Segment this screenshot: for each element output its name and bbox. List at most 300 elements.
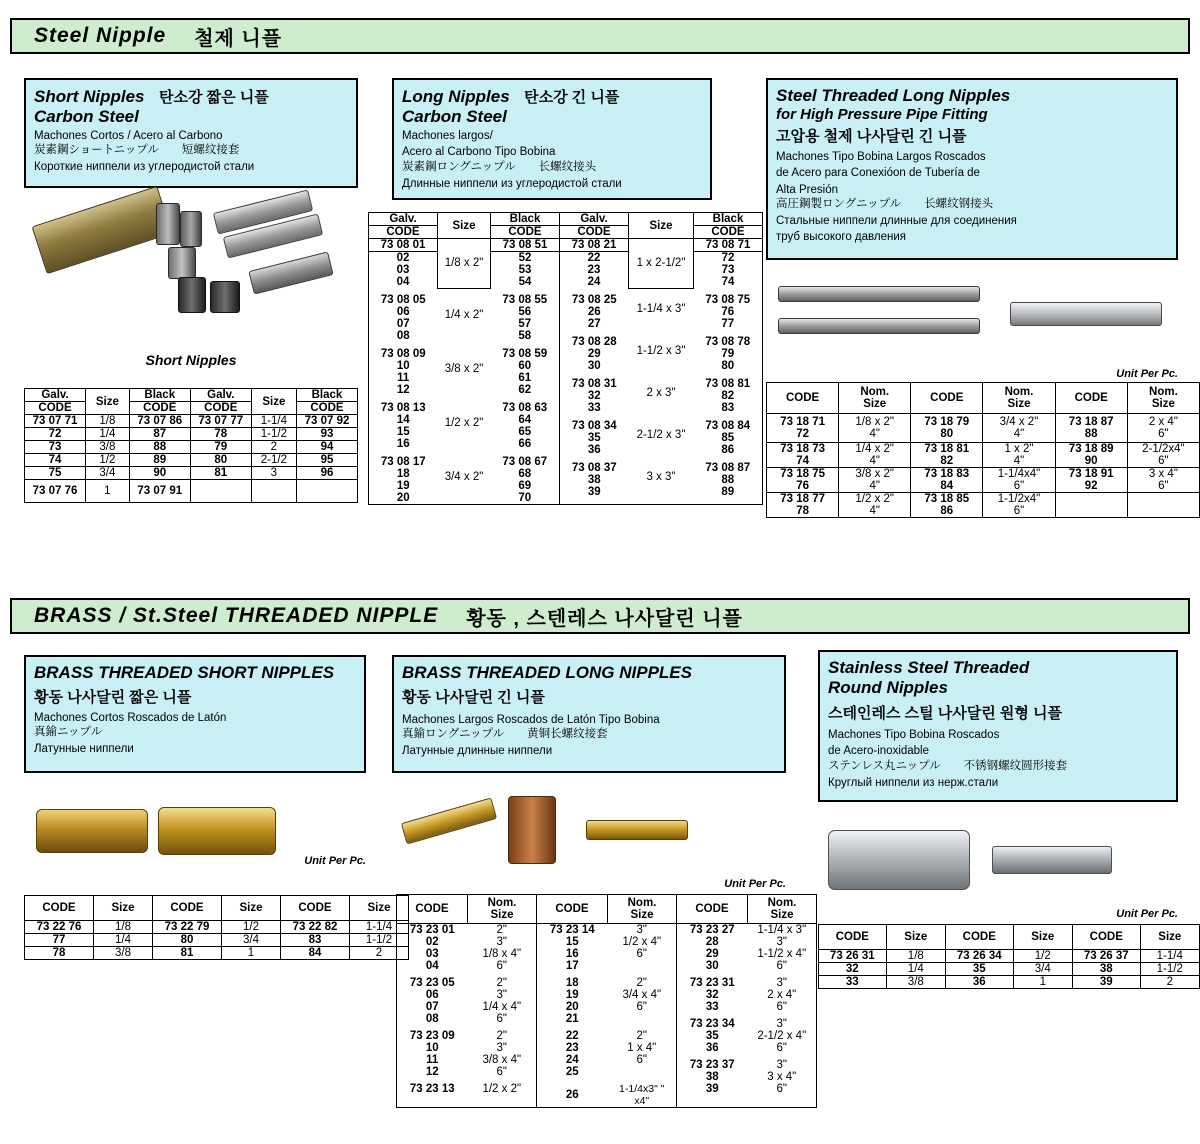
long-nipples-table-wrap (368, 212, 763, 505)
cell-size: 4" (1013, 428, 1025, 440)
th-code-2: CODE (153, 896, 222, 921)
th-nom-2: Nom. (1004, 386, 1034, 398)
cell-size: 1 x 2" (1004, 443, 1034, 455)
threaded-pipe-galv (1010, 302, 1162, 326)
brass-long-unit-label: Unit Per Pc. (724, 878, 786, 890)
cell-size: 2 (251, 441, 296, 454)
title-box-long-nipples (392, 78, 712, 200)
th-nom: Nom. (627, 897, 657, 909)
cell-size: 1-1/2 x 3" (636, 345, 686, 357)
stainless-threaded-nipple (992, 846, 1112, 874)
cell-size: 2 x 4" (767, 989, 797, 1001)
th-size: Size (770, 909, 794, 921)
cell-size: 3/4 x 2" (999, 416, 1039, 428)
cell-size: 1/2 x 2" (855, 493, 894, 505)
table-row (397, 972, 536, 989)
cell-size: 3" (496, 936, 507, 948)
table-row (537, 948, 676, 960)
cell-code: 88 (129, 441, 190, 454)
brass-long-table-wrap (396, 894, 817, 1108)
cell-code: 64 (518, 414, 532, 426)
table-row (819, 950, 1200, 963)
cell-code: 39 (587, 486, 601, 498)
cell-code: 30 (587, 360, 601, 372)
stainless-title-2: Round Nipples (828, 678, 948, 697)
cell-size: 6" (776, 1001, 787, 1013)
steel-threaded-image (770, 278, 1170, 364)
th-code-3: CODE (677, 895, 748, 924)
short-nipples-table-wrap (24, 388, 358, 503)
title-box-brass-long (392, 655, 786, 773)
cell-size: 6" (1013, 505, 1025, 517)
table-header-row (397, 895, 817, 924)
long-nipples-line-3: Длинные ниппели из углеродистой стали (402, 177, 622, 190)
cell-code: 69 (518, 480, 532, 492)
long-nipples-table (368, 212, 763, 505)
cell-code: 73 18 79 (924, 416, 970, 428)
stainless-title: Stainless Steel Threaded (828, 658, 1030, 677)
cell-code: 73 08 28 (571, 336, 617, 348)
cell-size: 3" (496, 1042, 507, 1054)
cell-code: 73 23 37 (689, 1059, 735, 1071)
cell-code: 32 (587, 390, 601, 402)
cell-size: 3" (776, 977, 787, 989)
brass-long-body-row (397, 924, 817, 1108)
cell-code: 07 (396, 318, 410, 330)
cell-code: 26 (587, 306, 601, 318)
cell-code: 73 18 91 (1068, 468, 1114, 480)
cell-size: 1 x 4" (627, 1042, 657, 1054)
cell-code: 10 (425, 1042, 439, 1054)
table-row (767, 414, 1200, 443)
cell-code: 73 18 83 (924, 468, 970, 480)
cell-empty (190, 480, 251, 503)
table-row (25, 441, 358, 454)
cell-size: 6" (636, 1001, 647, 1013)
cell-code: 22 (587, 252, 601, 264)
th-nom-size-1 (468, 895, 537, 924)
cell-code: 73 23 31 (689, 977, 735, 989)
cell-code: 30 (705, 960, 719, 972)
cell-size: 1/4 x 2" (855, 443, 894, 455)
cell-code: 73 18 71 (780, 416, 825, 428)
steel-threaded-table-wrap (766, 382, 1200, 518)
table-row (397, 948, 536, 960)
cell-size: 1 (86, 480, 130, 503)
table-row (677, 1071, 816, 1083)
cell-size: 6" (776, 1083, 787, 1095)
cell-code: 95 (296, 454, 357, 467)
cell-size-group (983, 468, 1055, 493)
cell-size: 2-1/2 (251, 454, 296, 467)
table-subheader-row (369, 226, 763, 239)
cell-size: 6" (496, 1013, 507, 1025)
steel-threaded-title-kr: 고압용 철제 나사달린 긴 니플 (776, 128, 967, 145)
cell-size: 2 x 3" (646, 387, 676, 399)
brass-short-line-0: Machones Cortos Roscados de Latón (34, 712, 227, 724)
title-box-brass-short (24, 655, 366, 773)
cell-code: 90 (129, 467, 190, 480)
table-row (537, 1066, 676, 1078)
table-row (397, 960, 536, 972)
cell-code: 36 (587, 444, 601, 456)
section-banner-brass-en: BRASS / St.Steel THREADED NIPPLE (34, 604, 439, 627)
table-row (560, 372, 762, 390)
cell-size: 6" (1158, 480, 1169, 492)
cell-code-group (767, 468, 839, 493)
th-size-1: Size (438, 213, 491, 239)
brass-short-unit-label: Unit Per Pc. (304, 855, 366, 867)
cell-code-group (767, 443, 839, 468)
cell-code: 73 08 09 (380, 348, 426, 360)
table-row (677, 1054, 816, 1071)
cell-size: 6" (636, 948, 647, 960)
table-row (677, 924, 816, 936)
brass-long-col3-inner (677, 924, 816, 1095)
product-pipe-black-1 (178, 277, 206, 313)
long-nipples-line-0: Machones largos/ (402, 130, 493, 142)
cell-code: 73 08 59 (502, 348, 548, 360)
cell-size: 1/8 (886, 950, 945, 963)
cell-code: 36 (705, 1042, 719, 1054)
cell-code: 39 (1072, 976, 1140, 989)
cell-size: 1 x 2-1/2" (629, 239, 694, 288)
cell-size: 1/8 x 2" (438, 239, 491, 288)
th-size-3: Size (1151, 398, 1175, 410)
cell-code: 57 (518, 318, 532, 330)
th-code: CODE (694, 226, 763, 239)
cell-code: 58 (518, 330, 532, 342)
cell-size: 1-1/2x4" (997, 493, 1041, 505)
long-table-body-row (369, 239, 763, 505)
table-row (537, 989, 676, 1001)
cell-code: 03 (396, 264, 410, 276)
section-banner-steel (10, 18, 1190, 54)
steel-threaded-unit-label: Unit Per Pc. (1116, 368, 1178, 380)
long-left-col (369, 239, 560, 505)
table-header-row (767, 383, 1200, 414)
long-right-col (560, 239, 763, 505)
cell-code: 03 (425, 948, 439, 960)
cell-size: 1/4 (886, 963, 945, 976)
long-nipples-title: Long Nipples (402, 87, 510, 106)
table-row (397, 924, 536, 936)
cell-code: 32 (819, 963, 887, 976)
cell-size: 3/8 x 4" (482, 1054, 522, 1066)
brass-long-col2-inner (537, 924, 676, 1107)
product-pipe-black-2 (210, 281, 240, 313)
cell-code: 80 (153, 934, 222, 947)
table-row (369, 239, 559, 252)
cell-size: 6" (496, 1066, 507, 1078)
cell-code: 74 (796, 455, 810, 467)
brass-short-table-wrap (24, 895, 409, 960)
table-subheader-row (25, 402, 358, 415)
cell-code: 73 23 09 (409, 1030, 455, 1042)
cell-code: 73 07 91 (129, 480, 190, 503)
th-galv-2: Galv. (560, 213, 629, 226)
table-header-row (25, 389, 358, 402)
cell-size: 3 x 4" (1148, 468, 1178, 480)
cell-code: 73 08 78 (705, 336, 751, 348)
cell-empty (1127, 493, 1199, 518)
cell-code-group (911, 468, 983, 493)
th-size-3: Size (1140, 925, 1199, 950)
cell-code: 73 18 87 (1068, 416, 1114, 428)
cell-code: 76 (796, 480, 810, 492)
cell-size-group (983, 414, 1055, 443)
cell-size: 6" (1158, 455, 1169, 467)
cell-code: 12 (396, 384, 410, 396)
steel-threaded-line-5: труб высокого давления (776, 231, 906, 244)
cell-code: 74 (721, 276, 735, 288)
cell-code: 54 (518, 276, 532, 288)
cell-size: 1/4 x 4" (482, 1001, 522, 1013)
cell-code: 88 (721, 474, 735, 486)
cell-code: 78 (190, 428, 251, 441)
cell-code: 36 (945, 976, 1013, 989)
cell-size: 1/2 x 2" (444, 417, 484, 429)
product-pipe-large (32, 186, 173, 274)
cell-code-group (767, 493, 839, 518)
cell-size: 2 (1140, 976, 1199, 989)
cell-code: 73 23 05 (409, 977, 455, 989)
cell-code: 89 (721, 486, 735, 498)
th-code-3: CODE (1072, 925, 1140, 950)
cell-code: 83 (721, 402, 735, 414)
th-nom: Nom. (767, 897, 797, 909)
brass-long-line-0: Machones Largos Roscados de Latón Tipo Bobina (402, 714, 660, 726)
cell-code: 73 26 34 (945, 950, 1013, 963)
th-size: Size (630, 909, 654, 921)
cell-size: 2 x 4" (1148, 416, 1178, 428)
cell-code: 18 (565, 977, 579, 989)
table-row (397, 1042, 536, 1054)
table-row (397, 1078, 536, 1095)
threaded-pipe-2 (778, 318, 980, 334)
th-nom-size-3 (1127, 383, 1199, 414)
cell-code: 73 22 76 (25, 921, 94, 934)
table-row (560, 456, 762, 474)
cell-code: 06 (425, 989, 439, 1001)
steel-threaded-subtitle: for High Pressure Pipe Fitting (776, 106, 988, 123)
table-row (677, 989, 816, 1001)
th-code-1: CODE (397, 895, 468, 924)
cell-size: 1-1/4 (251, 415, 296, 428)
cell-size: 6" (1013, 480, 1025, 492)
brass-long-table (396, 894, 817, 1108)
th-black-2: Black (296, 389, 357, 402)
cell-size: 1/2 x 2" (482, 1083, 522, 1095)
cell-code: 73 07 76 (25, 480, 86, 503)
cell-code: 53 (518, 264, 532, 276)
cell-code: 73 08 13 (380, 402, 426, 414)
table-row (537, 972, 676, 989)
stainless-unit-label: Unit Per Pc. (1116, 908, 1178, 920)
cell-code: 73 07 86 (129, 415, 190, 428)
table-row (397, 1001, 536, 1013)
cell-code: 86 (940, 505, 954, 517)
cell-size: 1/2 (222, 921, 281, 934)
cell-code: 28 (705, 936, 719, 948)
brass-long-image (396, 790, 776, 870)
cell-code: 85 (721, 432, 735, 444)
steel-threaded-line-4: Стальные ниппели длинные для соединения (776, 215, 1017, 228)
th-code-1: CODE (767, 383, 839, 414)
th-black-1: Black (491, 213, 560, 226)
cell-code: 33 (587, 402, 601, 414)
cell-code: 82 (721, 390, 735, 402)
table-row (677, 1030, 816, 1042)
cell-code: 87 (129, 428, 190, 441)
cell-code: 73 07 77 (190, 415, 251, 428)
cell-size: 3 (251, 467, 296, 480)
cell-size: 3/8 x 2" (855, 468, 894, 480)
cell-size: 4" (869, 455, 880, 467)
table-row (767, 468, 1200, 493)
cell-size: 1/8 x 4" (482, 948, 522, 960)
table-row (25, 947, 409, 960)
cell-code: 73 08 87 (705, 462, 751, 474)
table-row (677, 936, 816, 948)
cell-code: 65 (518, 426, 532, 438)
table-row (677, 960, 816, 972)
cell-size: 2 (350, 947, 409, 960)
title-box-short-nipples (24, 78, 358, 188)
table-header-row (819, 925, 1200, 950)
th-size-1: Size (86, 389, 130, 415)
cell-size: 2-1/2 x 3" (636, 429, 686, 441)
cell-code: 86 (721, 444, 735, 456)
cell-empty (1055, 493, 1127, 518)
cell-size: 1/8 (94, 921, 153, 934)
long-nipples-line-2: 炭素鋼ロングニップル 长螺纹接头 (402, 160, 597, 173)
cell-size: 1-1/4 x 3" (757, 924, 807, 936)
cell-code: 18 (396, 468, 410, 480)
long-nipples-subtitle: Carbon Steel (402, 107, 507, 126)
cell-code: 96 (296, 467, 357, 480)
cell-code: 20 (396, 492, 410, 504)
cell-code: 23 (587, 264, 601, 276)
th-nom: Nom. (487, 897, 517, 909)
cell-code: 56 (518, 306, 532, 318)
cell-code: 80 (721, 360, 735, 372)
cell-code: 20 (565, 1001, 579, 1013)
cell-size (608, 960, 677, 972)
cell-code: 73 23 01 (409, 924, 455, 936)
table-row (537, 1025, 676, 1042)
cell-code: 73 23 34 (689, 1018, 735, 1030)
section-banner-brass-kr: 황동 , 스텐레스 나사달린 니플 (466, 607, 743, 630)
cell-code: 77 (25, 934, 94, 947)
cell-code: 73 22 82 (281, 921, 350, 934)
cell-code: 73 08 71 (694, 239, 763, 252)
cell-size: 1-1/4 (1140, 950, 1199, 963)
cell-code: 78 (25, 947, 94, 960)
cell-code: 35 (587, 432, 601, 444)
th-nom-size-2 (983, 383, 1055, 414)
table-row (25, 934, 409, 947)
product-pipe-striped (248, 251, 333, 294)
stainless-title-kr: 스테인레스 스틸 나사달린 원형 니플 (828, 705, 1063, 722)
th-size-1: Size (94, 896, 153, 921)
cell-size: 4" (1013, 455, 1025, 467)
stainless-round-nipple (828, 830, 970, 890)
table-row (677, 948, 816, 960)
cell-size: 1-1/2 (1140, 963, 1199, 976)
cell-size: 3/4 (222, 934, 281, 947)
cell-code: 19 (565, 989, 579, 1001)
section-banner-steel-kr: 철제 니플 (194, 27, 283, 50)
steel-threaded-line-3: 高圧鋼製ロングニップル 长螺纹钢接头 (776, 198, 994, 211)
cell-code: 19 (396, 480, 410, 492)
cell-code: 75 (25, 467, 86, 480)
cell-code: 02 (425, 936, 439, 948)
cell-size: 3 x 4" (767, 1071, 797, 1083)
table-row (369, 396, 559, 414)
cell-code: 73 08 81 (705, 378, 751, 390)
title-box-stainless-round (818, 650, 1178, 802)
cell-size: 3/4 x 2" (444, 471, 484, 483)
cell-code-group (911, 443, 983, 468)
cell-code: 02 (396, 252, 410, 264)
cell-code: 73 18 77 (780, 493, 825, 505)
cell-code: 73 08 63 (502, 402, 548, 414)
th-code: CODE (369, 226, 438, 239)
cell-size: 1-1/2 (350, 934, 409, 947)
brass-long-line-2: Латунные длинные ниппели (402, 745, 553, 758)
table-row (537, 960, 676, 972)
cell-code: 72 (796, 428, 810, 440)
short-nipples-table (24, 388, 358, 503)
table-row (819, 963, 1200, 976)
table-row (537, 924, 676, 936)
th-code-2: CODE (129, 402, 190, 415)
th-size-2: Size (222, 896, 281, 921)
cell-size-group (839, 493, 911, 518)
cell-size: 6" (636, 1054, 647, 1066)
table-row (537, 1042, 676, 1054)
cell-size: 3/8 x 2" (444, 363, 484, 375)
cell-code: 78 (796, 505, 810, 517)
cell-code: 83 (281, 934, 350, 947)
th-galv-1: Galv. (369, 213, 438, 226)
cell-code: 24 (565, 1054, 579, 1066)
cell-code: 77 (721, 318, 735, 330)
cell-size: 1-1/4 (350, 921, 409, 934)
cell-size: 3/8 (94, 947, 153, 960)
cell-size: 1/4 (86, 428, 130, 441)
cell-code: 88 (1084, 428, 1098, 440)
cell-code: 73 18 75 (780, 468, 825, 480)
table-header-row (25, 896, 409, 921)
cell-size: 3" (496, 989, 507, 1001)
short-nipples-line-1: 炭素鋼ショートニップル 短螺纹接套 (34, 144, 240, 157)
cell-code: 11 (397, 372, 410, 384)
cell-code-group (911, 414, 983, 443)
steel-threaded-line-0: Machones Tipo Bobina Largos Roscados (776, 151, 986, 163)
table-row (25, 454, 358, 467)
cell-size: 1/2 (1013, 950, 1072, 963)
cell-code: 29 (705, 948, 719, 960)
cell-code: 73 07 92 (296, 415, 357, 428)
th-size-2: Size (1007, 398, 1031, 410)
cell-code-group (767, 414, 839, 443)
cell-size: 2" (496, 977, 507, 989)
brass-long-col-3 (677, 924, 817, 1108)
table-row (25, 415, 358, 428)
short-nipples-image (28, 195, 348, 340)
